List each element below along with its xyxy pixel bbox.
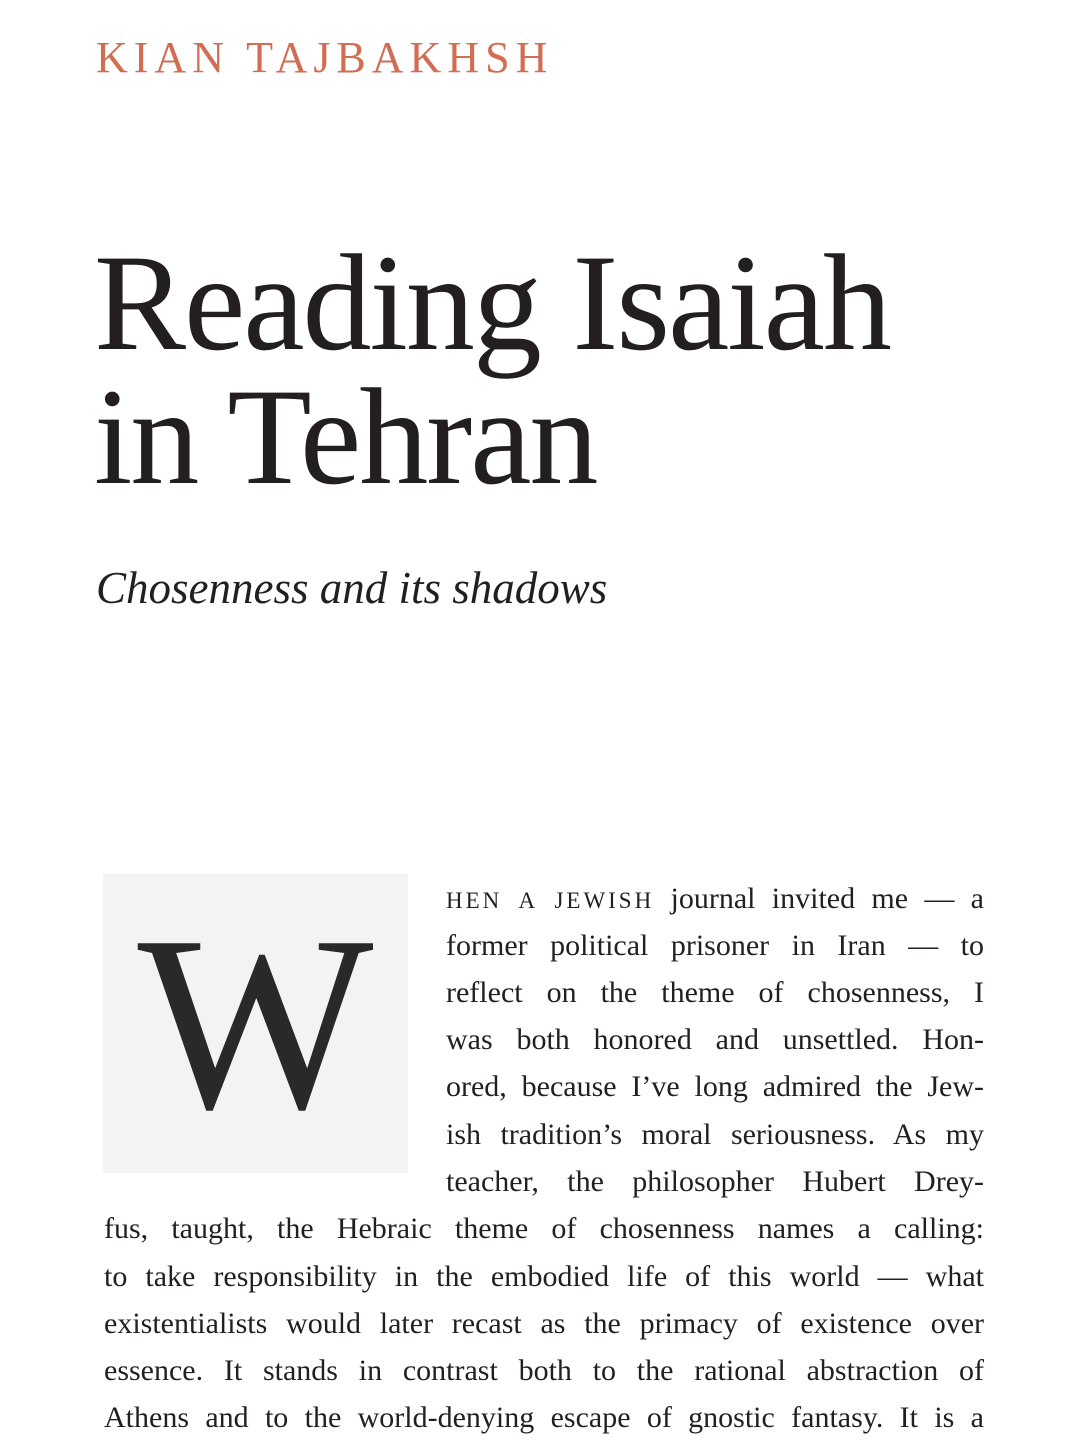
body-line: was both honored and unsettled. Hon- [446,1023,984,1056]
body-line: to take responsibility in the embodied life of this world — what [104,1260,984,1293]
author-name: KIAN TAJBAKHSH [96,33,554,82]
body-line-text: journal invited me — a [654,882,984,915]
article-title [94,226,1014,513]
body-line: essence. It stands in contrast both to the rational abstraction of [104,1354,984,1387]
body-line: reflect on the theme of chosenness, I [446,976,984,1009]
body-line: ish tradition’s moral seriousness. As my [446,1118,984,1151]
body-line: former political prisoner in Iran — to [446,929,984,962]
title-line-1: Reading Isaiah [94,226,890,379]
body-line: Athens and to the world-denying escape of gnostic fantasy. It is a [104,1401,984,1434]
body-line: fus, taught, the Hebraic theme of chosenness names a calling: [104,1212,984,1245]
body-line [446,884,984,914]
lead-in-smallcaps: HEN A JEWISH [446,888,655,913]
body-line: teacher, the philosopher Hubert Drey- [446,1165,984,1198]
body-line: existentialists would later recast as the primacy of existence over [104,1307,984,1340]
drop-cap-letter: W [137,885,374,1162]
title-line-2: in Tehran [94,360,597,513]
body-line: ored, because I’ve long admired the Jew- [446,1070,984,1103]
drop-cap-box [103,874,408,1173]
article-subtitle: Chosenness and its shadows [96,563,608,613]
